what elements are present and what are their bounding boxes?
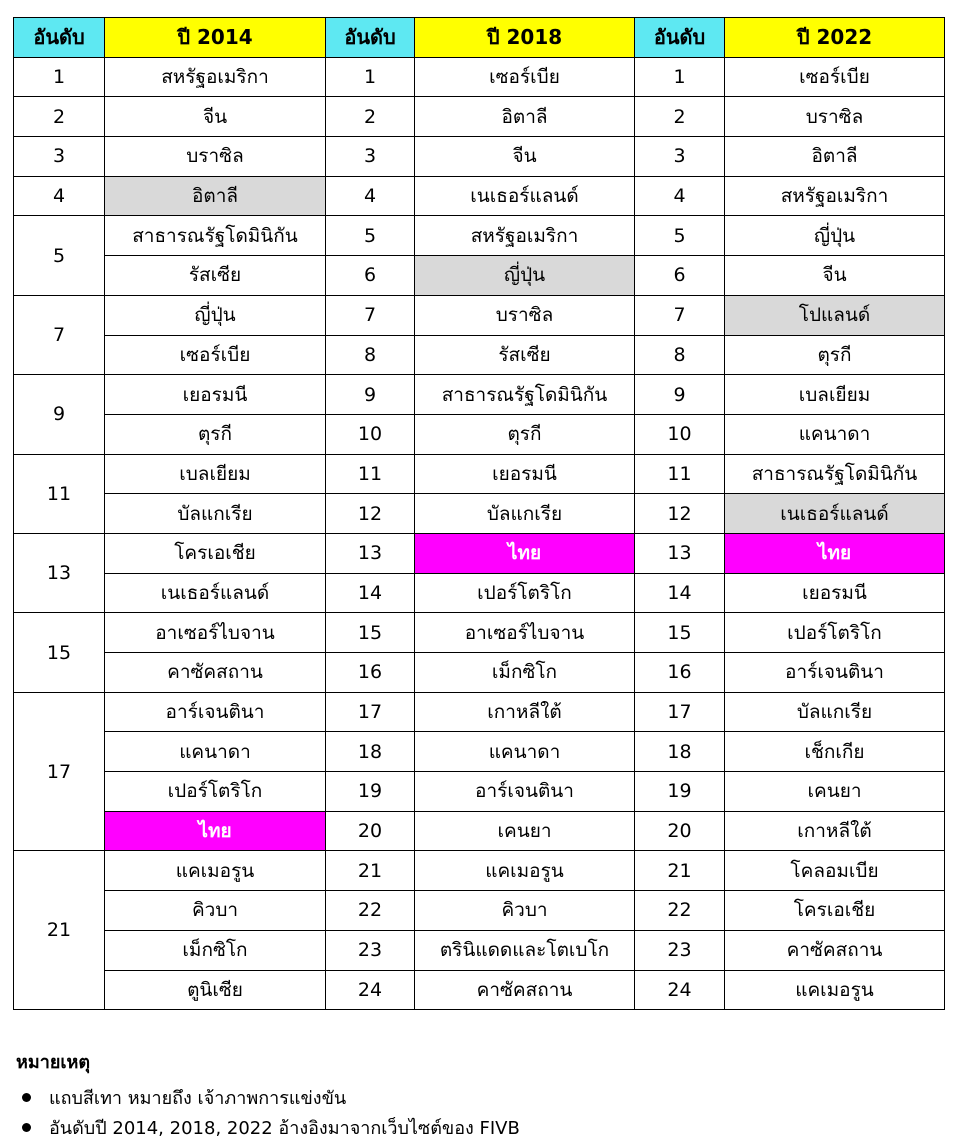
country-cell-2014: คิวบา [105,891,326,931]
ranking-table [13,17,945,1010]
rank-cell-2014: 2 [14,97,105,137]
rank-cell-2014: 7 [14,295,105,374]
rank-cell-2018: 7 [326,295,415,335]
rank-cell-2018: 20 [326,811,415,851]
country-cell-2014: ตูนิเซีย [105,970,326,1010]
rank-cell-2014: 5 [14,216,105,295]
country-cell-2014: เซอร์เบีย [105,335,326,375]
country-cell-2022: คาซัคสถาน [725,930,945,970]
table-row [14,772,945,812]
rank-header-2018: อันดับ [326,18,415,58]
note-item [16,1082,520,1112]
country-cell-2022: โครเอเชีย [725,891,945,931]
country-cell-2022: อาร์เจนตินา [725,653,945,693]
rank-cell-2022: 4 [635,176,725,216]
country-cell-2014: บัลแกเรีย [105,494,326,534]
country-cell-2022: เซอร์เบีย [725,57,945,97]
country-cell-2014: รัสเซีย [105,256,326,296]
country-cell-2018: เยอรมนี [415,454,635,494]
rank-cell-2018: 14 [326,573,415,613]
rank-cell-2022: 7 [635,295,725,335]
rank-cell-2022: 17 [635,692,725,732]
country-cell-2022: แคเมอรูน [725,970,945,1010]
rank-cell-2018: 6 [326,256,415,296]
rank-cell-2022: 16 [635,653,725,693]
country-cell-2018: ตรินิแดดและโตเบโก [415,930,635,970]
rank-cell-2018: 12 [326,494,415,534]
country-cell-2018: เซอร์เบีย [415,57,635,97]
table-row [14,494,945,534]
rank-cell-2018: 5 [326,216,415,256]
country-cell-2014: จีน [105,97,326,137]
rank-cell-2022: 20 [635,811,725,851]
note-text: อันดับปี 2014, 2018, 2022 อ้างอิงมาจากเว็บไซต์ของ FIVB [49,1117,520,1139]
country-cell-2014: ไทย [105,811,326,851]
rank-cell-2014: 21 [14,851,105,1010]
country-cell-2022: ตุรกี [725,335,945,375]
country-cell-2014: เม็กซิโก [105,930,326,970]
rank-cell-2018: 3 [326,137,415,177]
country-cell-2018: สาธารณรัฐโดมินิกัน [415,375,635,415]
country-cell-2022: ญี่ปุ่น [725,216,945,256]
rank-cell-2022: 13 [635,533,725,573]
country-cell-2018: เม็กซิโก [415,653,635,693]
country-cell-2014: สาธารณรัฐโดมินิกัน [105,216,326,256]
table-row [14,375,945,415]
rank-cell-2014: 17 [14,692,105,851]
year-header-2014: ปี 2014 [105,18,326,58]
rank-cell-2018: 18 [326,732,415,772]
country-cell-2018: แคเมอรูน [415,851,635,891]
table-row [14,653,945,693]
note-item [16,1112,520,1142]
country-cell-2022: เบลเยียม [725,375,945,415]
note-text: แถบสีเทา หมายถึง เจ้าภาพการแข่งขัน [49,1087,347,1109]
rank-cell-2014: 4 [14,176,105,216]
country-cell-2018: คิวบา [415,891,635,931]
rank-cell-2022: 9 [635,375,725,415]
country-cell-2022: สหรัฐอเมริกา [725,176,945,216]
country-cell-2018: จีน [415,137,635,177]
rank-cell-2018: 22 [326,891,415,931]
country-cell-2014: เปอร์โตริโก [105,772,326,812]
rank-cell-2018: 8 [326,335,415,375]
country-cell-2022: แคนาดา [725,414,945,454]
country-cell-2018: ไทย [415,533,635,573]
notes-title: หมายเหตุ [16,1052,91,1073]
table-row [14,851,945,891]
rank-cell-2022: 2 [635,97,725,137]
country-cell-2018: อาเซอร์ไบจาน [415,613,635,653]
table-row [14,970,945,1010]
country-cell-2018: อาร์เจนตินา [415,772,635,812]
rank-cell-2018: 24 [326,970,415,1010]
rank-cell-2018: 1 [326,57,415,97]
table-row [14,891,945,931]
rank-cell-2022: 21 [635,851,725,891]
table-row [14,533,945,573]
country-cell-2018: บัลแกเรีย [415,494,635,534]
rank-cell-2014: 11 [14,454,105,533]
country-cell-2018: รัสเซีย [415,335,635,375]
table-row [14,613,945,653]
rank-header-2014: อันดับ [14,18,105,58]
rank-cell-2018: 10 [326,414,415,454]
rank-cell-2022: 6 [635,256,725,296]
rank-cell-2022: 18 [635,732,725,772]
rank-cell-2022: 22 [635,891,725,931]
country-cell-2018: เปอร์โตริโก [415,573,635,613]
country-cell-2022: สาธารณรัฐโดมินิกัน [725,454,945,494]
rank-cell-2018: 11 [326,454,415,494]
table-row [14,97,945,137]
country-cell-2014: คาซัคสถาน [105,653,326,693]
country-cell-2018: สหรัฐอเมริกา [415,216,635,256]
table-row [14,256,945,296]
country-cell-2022: อิตาลี [725,137,945,177]
country-cell-2022: เกาหลีใต้ [725,811,945,851]
rank-cell-2022: 14 [635,573,725,613]
country-cell-2018: บราซิล [415,295,635,335]
country-cell-2018: เคนยา [415,811,635,851]
rank-cell-2014: 13 [14,533,105,612]
country-cell-2022: เช็กเกีย [725,732,945,772]
country-cell-2018: เนเธอร์แลนด์ [415,176,635,216]
country-cell-2018: แคนาดา [415,732,635,772]
country-cell-2014: แคเมอรูน [105,851,326,891]
rank-cell-2018: 9 [326,375,415,415]
table-row [14,295,945,335]
country-cell-2014: โครเอเชีย [105,533,326,573]
rank-cell-2022: 24 [635,970,725,1010]
rank-cell-2022: 23 [635,930,725,970]
rank-cell-2018: 15 [326,613,415,653]
country-cell-2022: เนเธอร์แลนด์ [725,494,945,534]
country-cell-2022: โคลอมเบีย [725,851,945,891]
rank-cell-2018: 16 [326,653,415,693]
rank-cell-2014: 15 [14,613,105,692]
table-row [14,930,945,970]
bullet-icon [22,1093,31,1102]
table-row [14,454,945,494]
country-cell-2018: ญี่ปุ่น [415,256,635,296]
country-cell-2018: อิตาลี [415,97,635,137]
bullet-icon [22,1123,31,1132]
country-cell-2018: ตุรกี [415,414,635,454]
rank-cell-2022: 1 [635,57,725,97]
country-cell-2022: ไทย [725,533,945,573]
rank-cell-2018: 17 [326,692,415,732]
country-cell-2022: เคนยา [725,772,945,812]
table-row [14,137,945,177]
country-cell-2014: ตุรกี [105,414,326,454]
rank-header-2022: อันดับ [635,18,725,58]
rank-cell-2022: 15 [635,613,725,653]
notes-section [16,1047,520,1142]
country-cell-2022: โปแลนด์ [725,295,945,335]
rank-cell-2022: 12 [635,494,725,534]
rank-cell-2018: 21 [326,851,415,891]
rank-cell-2022: 19 [635,772,725,812]
country-cell-2022: บราซิล [725,97,945,137]
rank-cell-2014: 3 [14,137,105,177]
country-cell-2014: แคนาดา [105,732,326,772]
country-cell-2014: บราซิล [105,137,326,177]
country-cell-2014: ญี่ปุ่น [105,295,326,335]
table-row [14,216,945,256]
table-row [14,176,945,216]
table-row [14,811,945,851]
rank-cell-2018: 2 [326,97,415,137]
country-cell-2022: เปอร์โตริโก [725,613,945,653]
table-row [14,335,945,375]
table-row [14,414,945,454]
country-cell-2022: เยอรมนี [725,573,945,613]
rank-cell-2014: 9 [14,375,105,454]
table-row [14,57,945,97]
country-cell-2022: จีน [725,256,945,296]
table-row [14,692,945,732]
country-cell-2014: อิตาลี [105,176,326,216]
country-cell-2022: บัลแกเรีย [725,692,945,732]
rank-cell-2018: 19 [326,772,415,812]
year-header-2018: ปี 2018 [415,18,635,58]
country-cell-2014: เบลเยียม [105,454,326,494]
rank-cell-2022: 3 [635,137,725,177]
table-row [14,732,945,772]
rank-cell-2014: 1 [14,57,105,97]
country-cell-2014: เยอรมนี [105,375,326,415]
rank-cell-2018: 23 [326,930,415,970]
header-row [14,18,945,58]
country-cell-2018: เกาหลีใต้ [415,692,635,732]
country-cell-2014: อาร์เจนตินา [105,692,326,732]
rank-cell-2022: 11 [635,454,725,494]
rank-cell-2018: 4 [326,176,415,216]
rank-cell-2022: 8 [635,335,725,375]
rank-cell-2018: 13 [326,533,415,573]
country-cell-2014: อาเซอร์ไบจาน [105,613,326,653]
rank-cell-2022: 5 [635,216,725,256]
rank-cell-2022: 10 [635,414,725,454]
country-cell-2018: คาซัคสถาน [415,970,635,1010]
table-row [14,573,945,613]
country-cell-2014: เนเธอร์แลนด์ [105,573,326,613]
country-cell-2014: สหรัฐอเมริกา [105,57,326,97]
year-header-2022: ปี 2022 [725,18,945,58]
